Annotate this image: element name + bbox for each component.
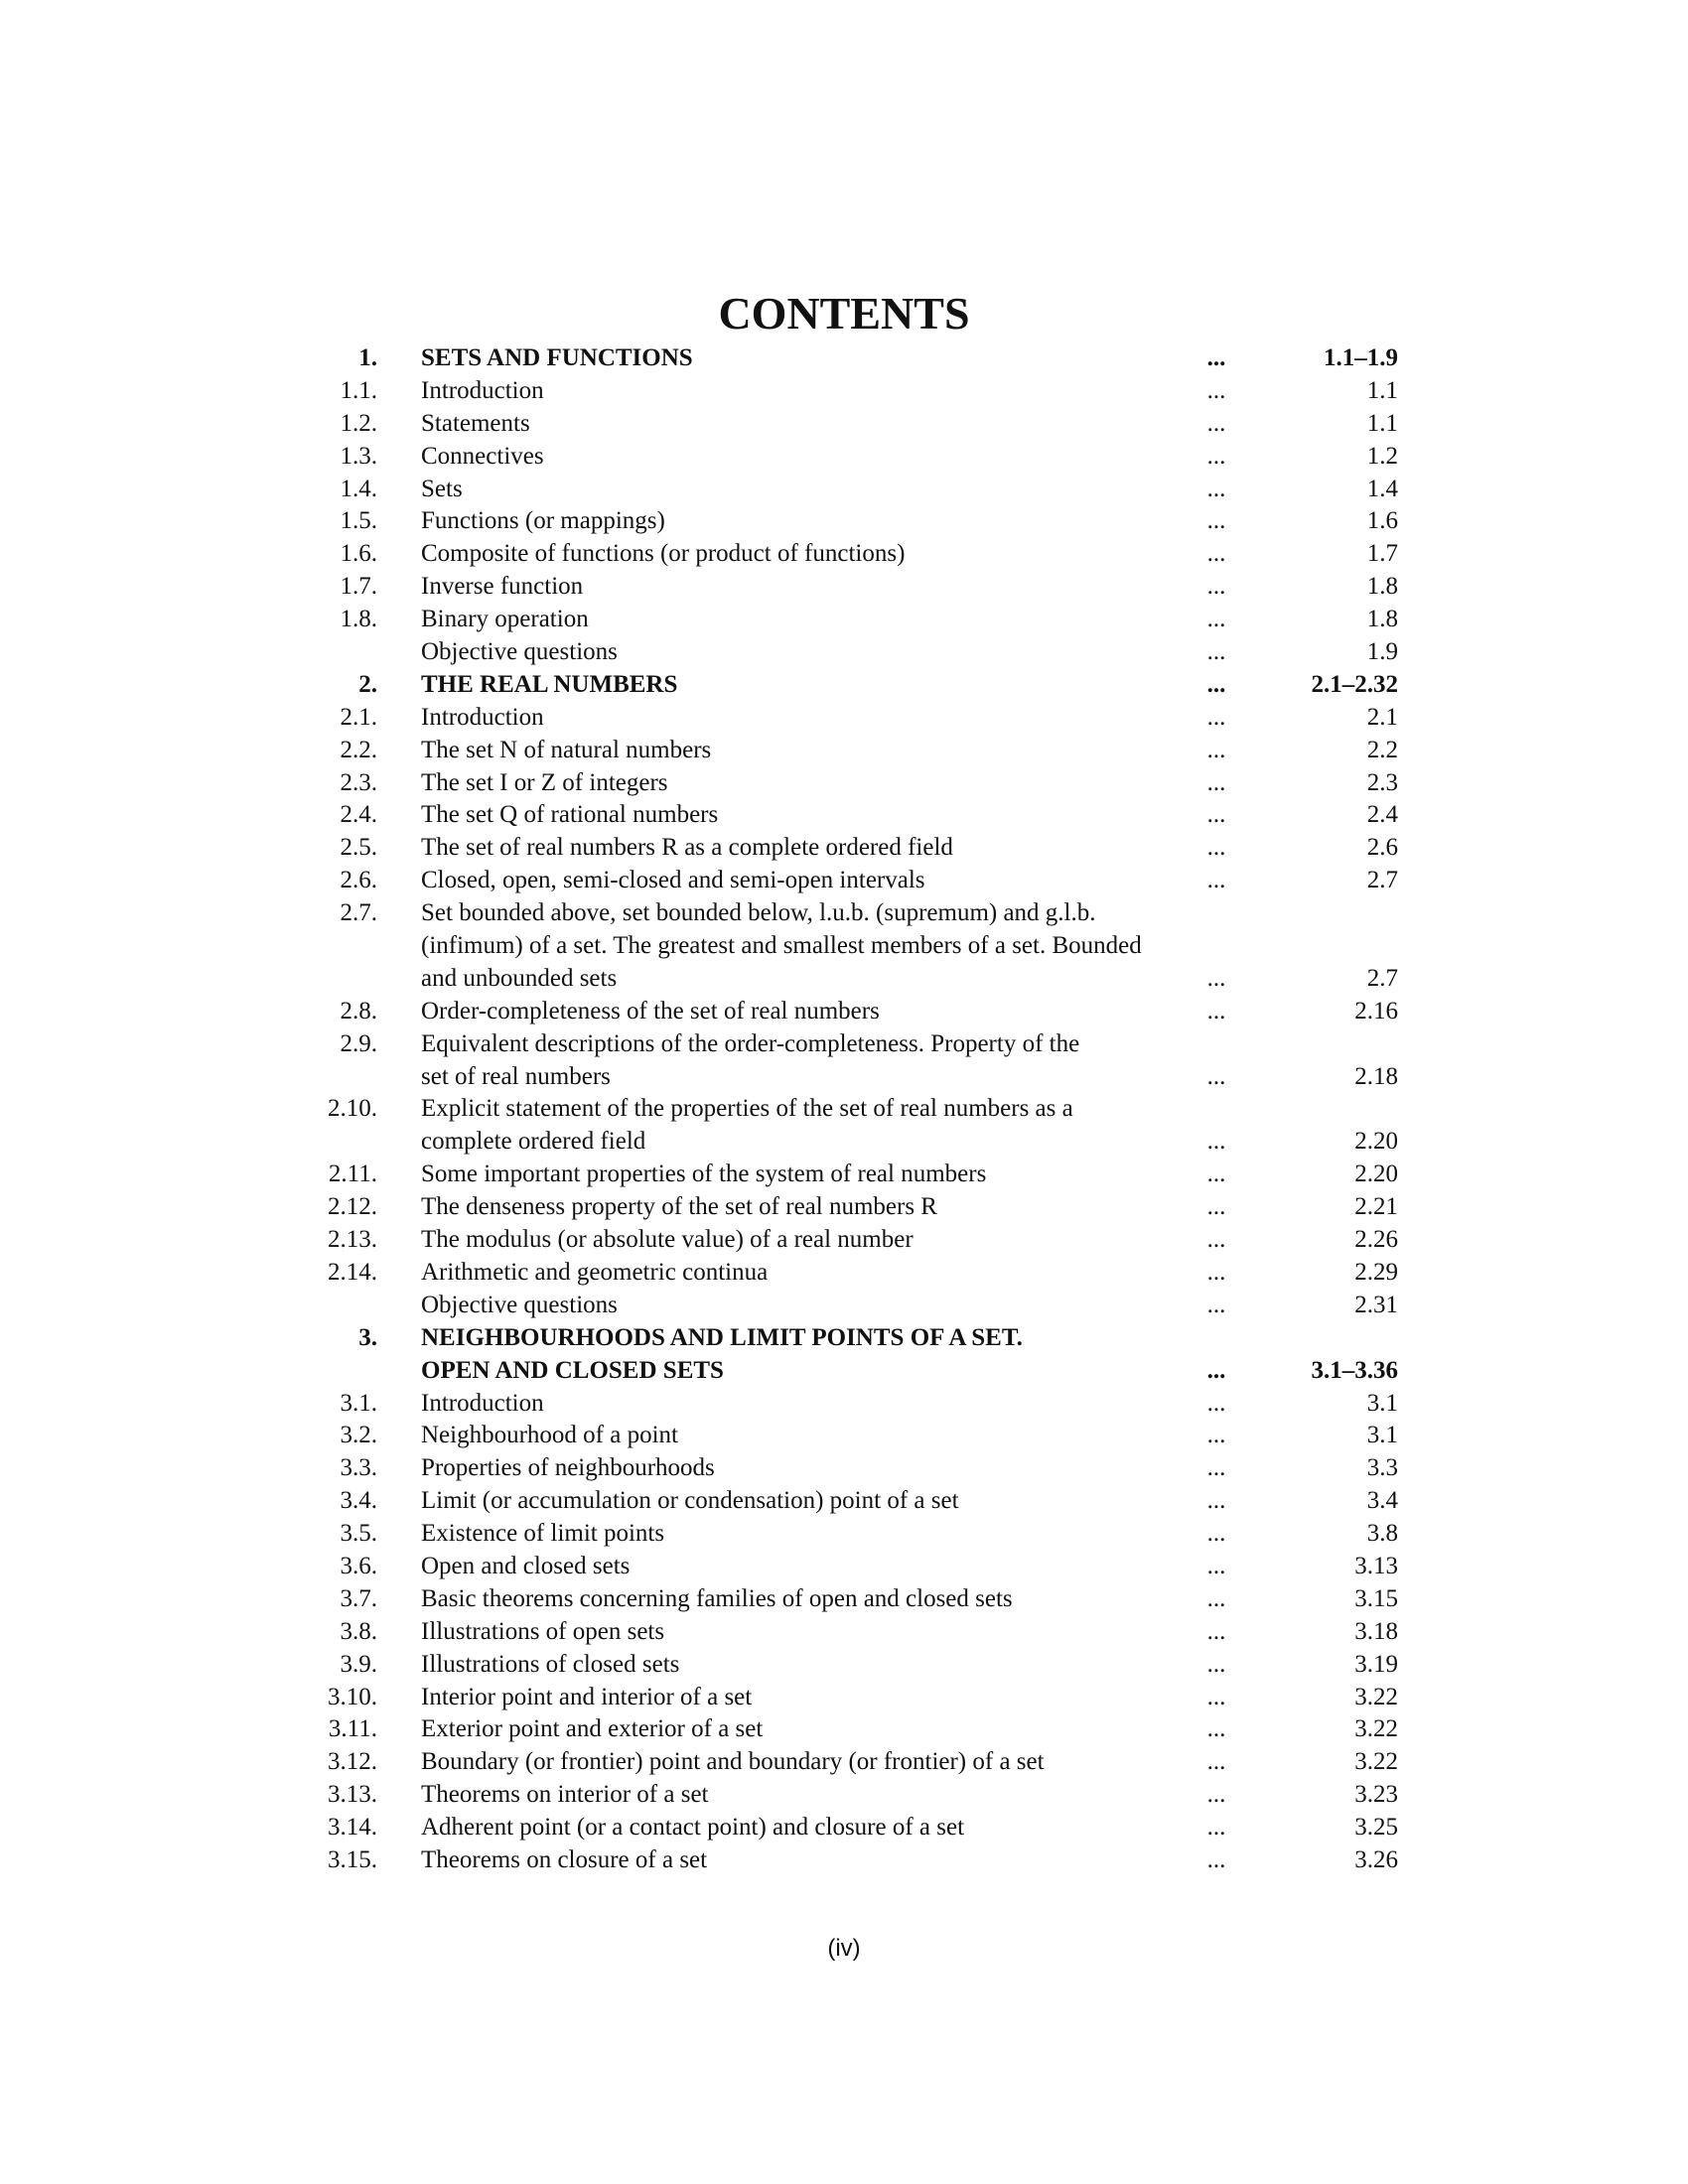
toc-row: [0, 963, 1688, 996]
toc-page-ref: 2.1–2.32: [1311, 670, 1398, 698]
toc-entry-title: (infimum) of a set. The greatest and smallest members of a set. Bounded: [421, 932, 1142, 960]
toc-entry-title: Adherent point (or a contact point) and closure of a set: [421, 1814, 965, 1842]
toc-leader-dots: ...: [1206, 638, 1226, 666]
toc-entry-number: 1.3.: [340, 442, 377, 470]
toc-entry-number: 1.6.: [340, 540, 377, 568]
toc-chapter-row: [0, 1355, 1688, 1388]
toc-entry-title: Composite of functions (or product of functions): [421, 540, 906, 568]
toc-entry-title: Connectives: [421, 442, 544, 470]
toc-row: [0, 735, 1688, 767]
toc-entry-number: 1.5.: [340, 507, 377, 535]
toc-row: [0, 1583, 1688, 1616]
toc-page-ref: 2.7: [1366, 964, 1398, 992]
toc-entry-title: Theorems on interior of a set: [421, 1781, 709, 1809]
toc-leader-dots: ...: [1206, 1520, 1226, 1548]
toc-entry-title: complete ordered field: [421, 1128, 646, 1156]
toc-page-ref: 2.20: [1354, 1160, 1398, 1188]
toc-leader-dots: ...: [1206, 736, 1226, 763]
toc-entry-title: Limit (or accumulation or condensation) point of a set: [421, 1487, 959, 1515]
toc-entry-number: 1.1.: [340, 376, 377, 404]
toc-leader-dots: ...: [1206, 1845, 1226, 1873]
toc-page-ref: 3.22: [1354, 1715, 1398, 1743]
toc-entry-number: 2.2.: [340, 736, 377, 763]
toc-entry-number: 3.7.: [340, 1584, 377, 1612]
toc-entry-title: Order-completeness of the set of real numbers: [421, 997, 880, 1024]
toc-page-ref: 2.16: [1354, 997, 1398, 1024]
toc-entry-number: 2.4.: [340, 801, 377, 829]
toc-leader-dots: ...: [1206, 1454, 1226, 1482]
toc-row: [0, 799, 1688, 832]
toc-page-ref: 3.1: [1366, 1422, 1398, 1449]
toc-entry-number: 2.11.: [328, 1160, 377, 1188]
table-of-contents: [0, 342, 1688, 1877]
toc-entry-number: 2.5.: [340, 834, 377, 862]
toc-entry-number: 3.14.: [328, 1814, 377, 1842]
toc-page-ref: 1.9: [1366, 638, 1398, 666]
toc-entry-title: Properties of neighbourhoods: [421, 1454, 715, 1482]
toc-entry-number: 1.2.: [340, 409, 377, 437]
toc-page-ref: 3.8: [1366, 1520, 1398, 1548]
toc-leader-dots: ...: [1206, 1193, 1226, 1221]
toc-leader-dots: ...: [1206, 964, 1226, 992]
toc-leader-dots: ...: [1206, 834, 1226, 862]
toc-page-ref: 1.8: [1366, 606, 1398, 633]
toc-leader-dots: ...: [1206, 997, 1226, 1024]
toc-entry-number: 3.2.: [340, 1422, 377, 1449]
toc-row: [0, 636, 1688, 669]
toc-row: [0, 375, 1688, 408]
toc-entry-number: 2.14.: [328, 1258, 377, 1286]
toc-page-ref: 2.6: [1366, 834, 1398, 862]
toc-row: [0, 1746, 1688, 1779]
toc-page-ref: 1.2: [1366, 442, 1398, 470]
toc-page-ref: 3.19: [1354, 1650, 1398, 1678]
toc-entry-title: Introduction: [421, 376, 544, 404]
toc-row: [0, 1649, 1688, 1682]
toc-entry-number: 3.9.: [340, 1650, 377, 1678]
toc-row: [0, 1551, 1688, 1583]
toc-leader-dots: ...: [1206, 1487, 1226, 1515]
toc-entry-number: 3.5.: [340, 1520, 377, 1548]
toc-leader-dots: ...: [1206, 1389, 1226, 1417]
toc-page-ref: 3.15: [1354, 1584, 1398, 1612]
toc-row: [0, 474, 1688, 506]
toc-page-ref: 2.20: [1354, 1128, 1398, 1156]
toc-entry-title: The denseness property of the set of real numbers R: [421, 1193, 937, 1221]
toc-entry-number: 3.15.: [328, 1845, 377, 1873]
toc-page-ref: 2.1: [1366, 703, 1398, 731]
toc-chapter-row: [0, 669, 1688, 702]
toc-page-ref: 2.18: [1354, 1062, 1398, 1090]
toc-entry-number: 3.6.: [340, 1552, 377, 1579]
toc-leader-dots: ...: [1206, 573, 1226, 601]
toc-row: [0, 865, 1688, 897]
toc-entry-number: 1.7.: [340, 573, 377, 601]
toc-page-ref: 2.2: [1366, 736, 1398, 763]
toc-entry-number: 2.8.: [340, 997, 377, 1024]
toc-page-ref: 3.26: [1354, 1845, 1398, 1873]
toc-row: [0, 1028, 1688, 1061]
toc-leader-dots: ...: [1206, 1062, 1226, 1090]
toc-entry-title: Neighbourhood of a point: [421, 1422, 678, 1449]
toc-entry-title: Objective questions: [421, 1291, 618, 1318]
toc-entry-title: Closed, open, semi-closed and semi-open intervals: [421, 867, 925, 894]
toc-page-ref: 2.4: [1366, 801, 1398, 829]
toc-entry-number: 3.3.: [340, 1454, 377, 1482]
toc-page-ref: 3.18: [1354, 1617, 1398, 1645]
toc-entry-title: Statements: [421, 409, 530, 437]
toc-page-ref: 3.13: [1354, 1552, 1398, 1579]
toc-leader-dots: ...: [1206, 540, 1226, 568]
toc-row: [0, 1191, 1688, 1224]
toc-leader-dots: ...: [1206, 1291, 1226, 1318]
toc-leader-dots: ...: [1206, 1683, 1226, 1710]
toc-entry-number: 3.11.: [328, 1715, 377, 1743]
toc-leader-dots: ...: [1206, 1258, 1226, 1286]
toc-entry-number: 3.1.: [340, 1389, 377, 1417]
toc-row: [0, 1388, 1688, 1421]
toc-entry-title: Exterior point and exterior of a set: [421, 1715, 764, 1743]
toc-page-ref: 2.21: [1354, 1193, 1398, 1221]
page-number: (iv): [827, 1935, 861, 1962]
toc-entry-title: Some important properties of the system of real numbers: [421, 1160, 987, 1188]
toc-page-ref: 3.1: [1366, 1389, 1398, 1417]
toc-row: [0, 1485, 1688, 1518]
toc-entry-title: Basic theorems concerning families of open and closed sets: [421, 1584, 1013, 1612]
toc-entry-number: 1.: [358, 344, 377, 371]
toc-leader-dots: ...: [1206, 1748, 1226, 1776]
toc-chapter-row: [0, 1322, 1688, 1355]
toc-entry-title: Set bounded above, set bounded below, l.u.b. (supremum) and g.l.b.: [421, 899, 1096, 927]
toc-page-ref: 1.8: [1366, 573, 1398, 601]
toc-leader-dots: ...: [1206, 801, 1226, 829]
toc-row: [0, 1779, 1688, 1812]
toc-entry-number: 2.1.: [340, 703, 377, 731]
toc-row: [0, 767, 1688, 800]
toc-row: [0, 538, 1688, 571]
toc-leader-dots: ...: [1206, 670, 1226, 698]
toc-entry-title: Existence of limit points: [421, 1520, 665, 1548]
toc-leader-dots: ...: [1206, 867, 1226, 894]
toc-leader-dots: ...: [1206, 376, 1226, 404]
toc-page-ref: 3.1–3.36: [1311, 1356, 1398, 1384]
toc-entry-title: Introduction: [421, 1389, 544, 1417]
toc-page-ref: 2.31: [1354, 1291, 1398, 1318]
toc-row: [0, 1257, 1688, 1290]
toc-row: [0, 1518, 1688, 1551]
toc-leader-dots: ...: [1206, 344, 1226, 371]
toc-entry-number: 1.4.: [340, 475, 377, 502]
toc-entry-title: and unbounded sets: [421, 964, 618, 992]
toc-leader-dots: ...: [1206, 703, 1226, 731]
toc-entry-number: 1.8.: [340, 606, 377, 633]
toc-page-ref: 2.26: [1354, 1226, 1398, 1254]
toc-leader-dots: ...: [1206, 1781, 1226, 1809]
toc-page-ref: 1.7: [1366, 540, 1398, 568]
toc-entry-number: 3.10.: [328, 1683, 377, 1710]
toc-leader-dots: ...: [1206, 1814, 1226, 1842]
toc-leader-dots: ...: [1206, 1160, 1226, 1188]
toc-entry-title: Arithmetic and geometric continua: [421, 1258, 769, 1286]
toc-page-ref: 3.25: [1354, 1814, 1398, 1842]
toc-leader-dots: ...: [1206, 1584, 1226, 1612]
toc-entry-number: 2.13.: [328, 1226, 377, 1254]
toc-page-ref: 3.22: [1354, 1683, 1398, 1710]
toc-row: [0, 1093, 1688, 1126]
toc-leader-dots: ...: [1206, 1128, 1226, 1156]
toc-leader-dots: ...: [1206, 1552, 1226, 1579]
toc-row: [0, 571, 1688, 604]
toc-entry-title: set of real numbers: [421, 1062, 611, 1090]
toc-page-ref: 1.1: [1366, 409, 1398, 437]
toc-entry-title: Objective questions: [421, 638, 618, 666]
toc-entry-title: Illustrations of closed sets: [421, 1650, 680, 1678]
toc-entry-title: Open and closed sets: [421, 1552, 631, 1579]
toc-row: [0, 1290, 1688, 1322]
toc-entry-title: Sets: [421, 475, 463, 502]
toc-page-ref: 3.23: [1354, 1781, 1398, 1809]
toc-row: [0, 897, 1688, 930]
toc-leader-dots: ...: [1206, 1715, 1226, 1743]
toc-leader-dots: ...: [1206, 1422, 1226, 1449]
toc-row: [0, 1844, 1688, 1877]
toc-entry-title: The set of real numbers R as a complete ordered field: [421, 834, 953, 862]
toc-entry-title: Explicit statement of the properties of the set of real numbers as a: [421, 1095, 1073, 1123]
toc-entry-number: 2.3.: [340, 768, 377, 796]
toc-page-ref: 2.7: [1366, 867, 1398, 894]
toc-entry-number: 3.12.: [328, 1748, 377, 1776]
toc-entry-title: The set I or Z of integers: [421, 768, 668, 796]
toc-page-ref: 1.1–1.9: [1324, 344, 1398, 371]
toc-row: [0, 1126, 1688, 1159]
toc-entry-title: The set Q of rational numbers: [421, 801, 719, 829]
toc-row: [0, 1713, 1688, 1746]
toc-entry-title: NEIGHBOURHOODS AND LIMIT POINTS OF A SET.: [421, 1323, 1023, 1351]
toc-page-ref: 1.1: [1366, 376, 1398, 404]
toc-entry-number: 3.: [358, 1323, 377, 1351]
toc-page-ref: 3.4: [1366, 1487, 1398, 1515]
toc-row: [0, 832, 1688, 865]
toc-page-ref: 3.22: [1354, 1748, 1398, 1776]
toc-page-ref: 3.3: [1366, 1454, 1398, 1482]
toc-row: [0, 505, 1688, 538]
toc-leader-dots: ...: [1206, 1650, 1226, 1678]
toc-entry-title: SETS AND FUNCTIONS: [421, 344, 693, 371]
toc-row: [0, 1812, 1688, 1844]
toc-row: [0, 1224, 1688, 1257]
toc-leader-dots: ...: [1206, 1617, 1226, 1645]
toc-entry-title: Interior point and interior of a set: [421, 1683, 753, 1710]
toc-entry-title: THE REAL NUMBERS: [421, 670, 678, 698]
toc-leader-dots: ...: [1206, 1356, 1226, 1384]
toc-entry-title: OPEN AND CLOSED SETS: [421, 1356, 724, 1384]
toc-row: [0, 930, 1688, 963]
toc-entry-number: 2.9.: [340, 1029, 377, 1057]
toc-entry-title: Inverse function: [421, 573, 584, 601]
toc-row: [0, 996, 1688, 1028]
toc-row: [0, 702, 1688, 735]
toc-entry-number: 3.4.: [340, 1487, 377, 1515]
page-title: CONTENTS: [718, 288, 970, 339]
toc-leader-dots: ...: [1206, 475, 1226, 502]
toc-entry-title: Binary operation: [421, 606, 589, 633]
toc-page-ref: 2.29: [1354, 1258, 1398, 1286]
toc-entry-number: 3.8.: [340, 1617, 377, 1645]
toc-row: [0, 1682, 1688, 1714]
toc-row: [0, 1452, 1688, 1485]
toc-row: [0, 1616, 1688, 1649]
toc-row: [0, 1061, 1688, 1094]
toc-row: [0, 1159, 1688, 1191]
toc-entry-title: Theorems on closure of a set: [421, 1845, 708, 1873]
toc-entry-title: Illustrations of open sets: [421, 1617, 665, 1645]
toc-entry-number: 2.10.: [328, 1095, 377, 1123]
toc-page-ref: 2.3: [1366, 768, 1398, 796]
toc-page-ref: 1.6: [1366, 507, 1398, 535]
toc-page-ref: 1.4: [1366, 475, 1398, 502]
toc-entry-title: Functions (or mappings): [421, 507, 665, 535]
toc-row: [0, 1420, 1688, 1452]
toc-entry-number: 3.13.: [328, 1781, 377, 1809]
toc-row: [0, 441, 1688, 474]
toc-entry-number: 2.: [358, 670, 377, 698]
toc-leader-dots: ...: [1206, 409, 1226, 437]
toc-entry-number: 2.6.: [340, 867, 377, 894]
toc-leader-dots: ...: [1206, 1226, 1226, 1254]
toc-entry-title: Boundary (or frontier) point and boundary (or frontier) of a set: [421, 1748, 1045, 1776]
toc-leader-dots: ...: [1206, 507, 1226, 535]
toc-leader-dots: ...: [1206, 442, 1226, 470]
toc-chapter-row: [0, 342, 1688, 375]
toc-row: [0, 604, 1688, 636]
toc-entry-number: 2.7.: [340, 899, 377, 927]
toc-leader-dots: ...: [1206, 606, 1226, 633]
toc-entry-title: Introduction: [421, 703, 544, 731]
toc-row: [0, 408, 1688, 441]
toc-leader-dots: ...: [1206, 768, 1226, 796]
toc-entry-title: Equivalent descriptions of the order-completeness. Property of the: [421, 1029, 1080, 1057]
toc-entry-title: The modulus (or absolute value) of a real number: [421, 1226, 914, 1254]
toc-entry-title: The set N of natural numbers: [421, 736, 712, 763]
toc-entry-number: 2.12.: [328, 1193, 377, 1221]
